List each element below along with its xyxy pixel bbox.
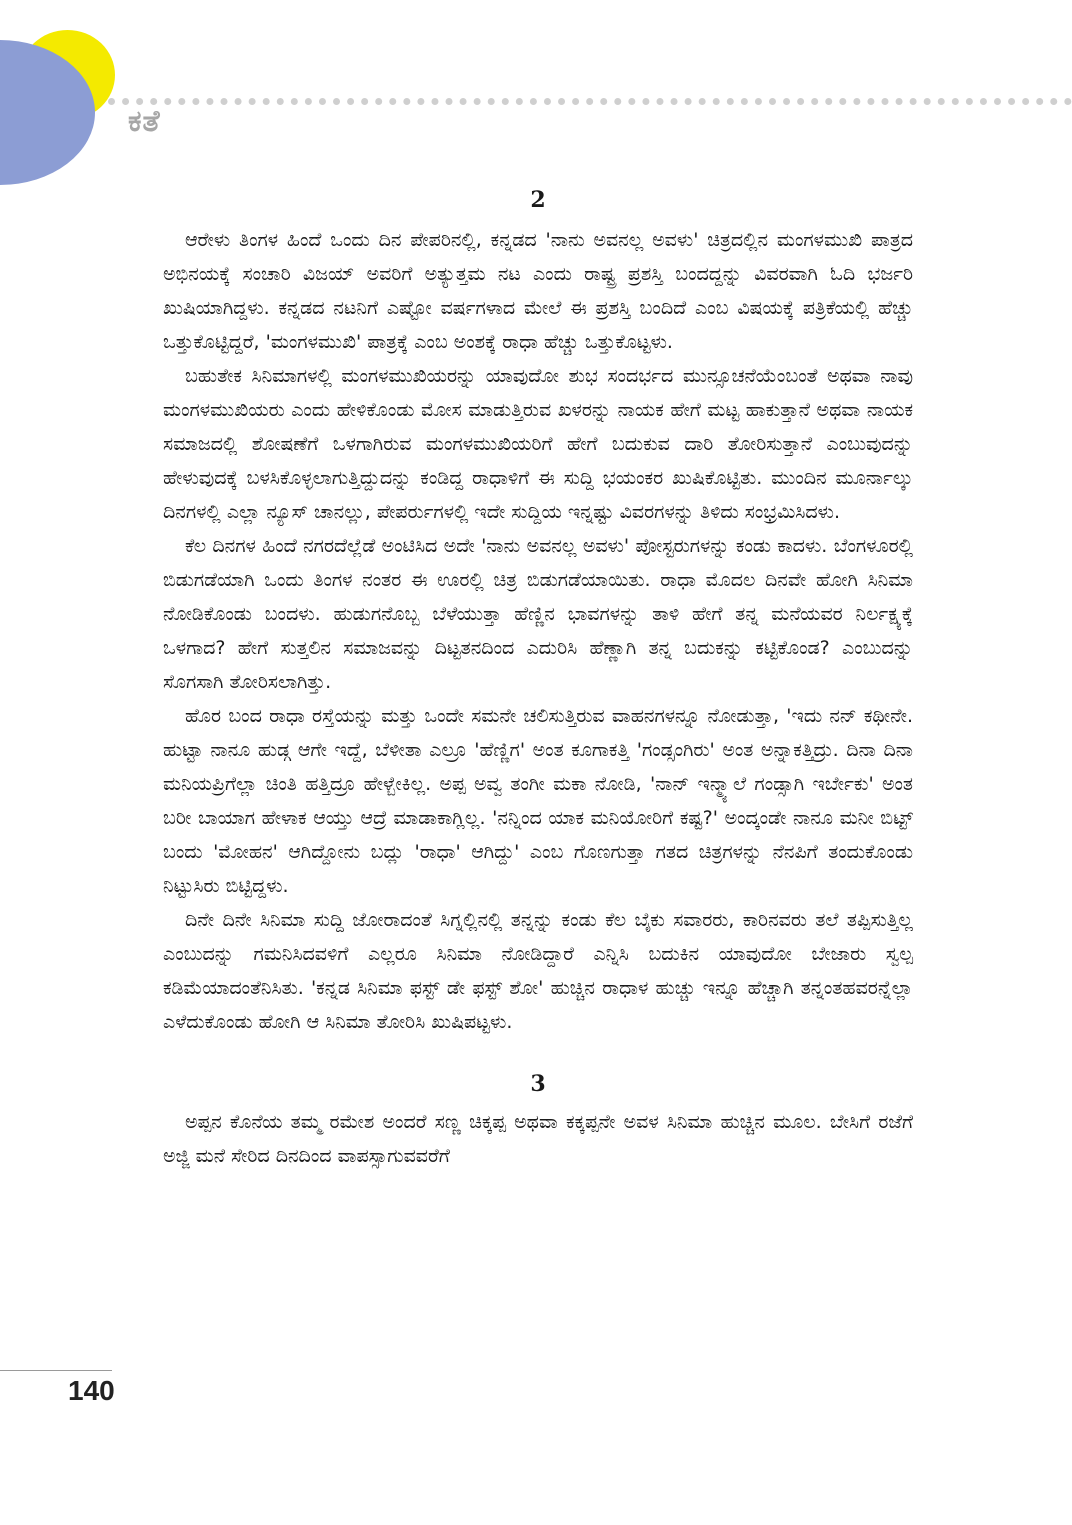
- paragraph: ದಿನೇ ದಿನೇ ಸಿನಿಮಾ ಸುದ್ದಿ ಜೋರಾದಂತೆ ಸಿಗ್ನಲ್ಲಿನಲ್ಲಿ ತನ್ನನ್ನು ಕಂಡು ಕೆಲ ಬೈಕು ಸವಾರರು, ಕಾರಿನವರು ತಲೆ ತಪ್ಪಿಸುತ್ತಿಲ್ಲ ಎಂಬುದನ್ನು ಗಮನಿಸಿದವಳಿಗೆ ಎಲ್ಲರೂ ಸಿನಿಮಾ ನೋಡಿದ್ದಾರೆ ಎನ್ನಿಸಿ ಬದುಕಿನ ಯಾವುದೋ ಬೇಜಾರು ಸ್ವಲ್ಪ ಕಡಿಮೆಯಾದಂತೆನಿಸಿತು. 'ಕನ್ನಡ ಸಿನಿಮಾ ಫಸ್ಟ್ ಡೇ ಫಸ್ಟ್ ಶೋ' ಹುಚ್ಚಿನ ರಾಧಾಳ ಹುಚ್ಚು ಇನ್ನೂ ಹೆಚ್ಚಾಗಿ ತನ್ನಂತಹವರನ್ನೆಲ್ಲಾ ಎಳೆದುಕೊಂಡು ಹೋಗಿ ಆ ಸಿನಿಮಾ ತೋರಿಸಿ ಖುಷಿಪಟ್ಟಳು.: [163, 909, 913, 1033]
- page-content: [163, 185, 913, 1173]
- paragraph: ಆರೇಳು ತಿಂಗಳ ಹಿಂದೆ ಒಂದು ದಿನ ಪೇಪರಿನಲ್ಲಿ, ಕನ್ನಡದ 'ನಾನು ಅವನಲ್ಲ ಅವಳು' ಚಿತ್ರದಲ್ಲಿನ ಮಂಗಳಮುಖಿ ಪಾತ್ರದ ಅಭಿನಯಕ್ಕೆ ಸಂಚಾರಿ ವಿಜಯ್ ಅವರಿಗೆ ಅತ್ಯುತ್ತಮ ನಟ ಎಂದು ರಾಷ್ಟ್ರ ಪ್ರಶಸ್ತಿ ಬಂದದ್ದನ್ನು ವಿವರವಾಗಿ ಓದಿ ಭರ್ಜರಿ ಖುಷಿಯಾಗಿದ್ದಳು. ಕನ್ನಡದ ನಟನಿಗೆ ಎಷ್ಟೋ ವರ್ಷಗಳಾದ ಮೇಲೆ ಈ ಪ್ರಶಸ್ತಿ ಬಂದಿದೆ ಎಂಬ ವಿಷಯಕ್ಕೆ ಪತ್ರಿಕೆಯಲ್ಲಿ ಹೆಚ್ಚು ಒತ್ತುಕೊಟ್ಟಿದ್ದರೆ, 'ಮಂಗಳಮುಖಿ' ಪಾತ್ರಕ್ಕೆ ಎಂಬ ಅಂಶಕ್ಕೆ ರಾಧಾ ಹೆಚ್ಚು ಒತ್ತುಕೊಟ್ಟಳು.: [163, 229, 913, 353]
- section-label: ಕತೆ: [128, 104, 161, 139]
- paragraph: ಬಹುತೇಕ ಸಿನಿಮಾಗಳಲ್ಲಿ ಮಂಗಳಮುಖಿಯರನ್ನು ಯಾವುದೋ ಶುಭ ಸಂದರ್ಭದ ಮುನ್ಸೂಚನೆಯೆಂಬಂತೆ ಅಥವಾ ನಾವು ಮಂಗಳಮುಖಿಯರು ಎಂದು ಹೇಳಿಕೊಂಡು ಮೋಸ ಮಾಡುತ್ತಿರುವ ಖಳರನ್ನು ನಾಯಕ ಹೇಗೆ ಮಟ್ಟ ಹಾಕುತ್ತಾನೆ ಅಥವಾ ನಾಯಕ ಸಮಾಜದಲ್ಲಿ ಶೋಷಣೆಗೆ ಒಳಗಾಗಿರುವ ಮಂಗಳಮುಖಿಯರಿಗೆ ಹೇಗೆ ಬದುಕುವ ದಾರಿ ತೋರಿಸುತ್ತಾನೆ ಎಂಬುವುದನ್ನು ಹೇಳುವುದಕ್ಕೆ ಬಳಸಿಕೊಳ್ಳಲಾಗುತ್ತಿದ್ದುದನ್ನು ಕಂಡಿದ್ದ ರಾಧಾಳಿಗೆ ಈ ಸುದ್ದಿ ಭಯಂಕರ ಖುಷಿಕೊಟ್ಟಿತು. ಮುಂದಿನ ಮೂರ್ನಾಲ್ಕು ದಿನಗಳಲ್ಲಿ ಎಲ್ಲಾ ನ್ಯೂಸ್ ಚಾನಲ್ಲು, ಪೇಪರ್ರುಗಳಲ್ಲಿ ಇದೇ ಸುದ್ದಿಯ ಇನ್ನಷ್ಟು ವಿವರಗಳನ್ನು ತಿಳಿದು ಸಂಭ್ರಮಿಸಿದಳು.: [163, 365, 913, 523]
- chapter-number: 3: [530, 1071, 546, 1097]
- page-number-rule: [0, 1370, 112, 1371]
- chapter-number: 2: [530, 187, 546, 213]
- header-dotted-rule: [108, 98, 1072, 105]
- paragraph: ಅಪ್ಪನ ಕೊನೆಯ ತಮ್ಮ ರಮೇಶ ಅಂದರೆ ಸಣ್ಣ ಚಿಕ್ಕಪ್ಪ ಅಥವಾ ಕಕ್ಕಪ್ಪನೇ ಅವಳ ಸಿನಿಮಾ ಹುಚ್ಚಿನ ಮೂಲ. ಬೇಸಿಗೆ ರಜೆಗೆ ಅಜ್ಜಿ ಮನೆ ಸೇರಿದ ದಿನದಿಂದ ವಾಪಸ್ಸಾಗುವವರೆಗೆ: [163, 1111, 913, 1167]
- paragraph: ಕೆಲ ದಿನಗಳ ಹಿಂದೆ ನಗರದೆಲ್ಲೆಡೆ ಅಂಟಿಸಿದ ಅದೇ 'ನಾನು ಅವನಲ್ಲ ಅವಳು' ಪೋಸ್ಟರುಗಳನ್ನು ಕಂಡು ಕಾದಳು. ಬೆಂಗಳೂರಲ್ಲಿ ಬಿಡುಗಡೆಯಾಗಿ ಒಂದು ತಿಂಗಳ ನಂತರ ಈ ಊರಲ್ಲಿ ಚಿತ್ರ ಬಿಡುಗಡೆಯಾಯಿತು. ರಾಧಾ ಮೊದಲ ದಿನವೇ ಹೋಗಿ ಸಿನಿಮಾ ನೋಡಿಕೊಂಡು ಬಂದಳು. ಹುಡುಗನೊಬ್ಬ ಬೆಳೆಯುತ್ತಾ ಹೆಣ್ಣಿನ ಭಾವಗಳನ್ನು ತಾಳಿ ಹೇಗೆ ತನ್ನ ಮನೆಯವರ ನಿರ್ಲಕ್ಷ್ಯಕ್ಕೆ ಒಳಗಾದ? ಹೇಗೆ ಸುತ್ತಲಿನ ಸಮಾಜವನ್ನು ದಿಟ್ಟತನದಿಂದ ಎದುರಿಸಿ ಹೆಣ್ಣಾಗಿ ತನ್ನ ಬದುಕನ್ನು ಕಟ್ಟಿಕೊಂಡ? ಎಂಬುದನ್ನು ಸೊಗಸಾಗಿ ತೋರಿಸಲಾಗಿತ್ತು.: [163, 535, 913, 693]
- paragraph: ಹೊರ ಬಂದ ರಾಧಾ ರಸ್ತೆಯನ್ನು ಮತ್ತು ಒಂದೇ ಸಮನೇ ಚಲಿಸುತ್ತಿರುವ ವಾಹನಗಳನ್ನೂ ನೋಡುತ್ತಾ, 'ಇದು ನನ್ ಕಥೀನೇ. ಹುಟ್ಟಾ ನಾನೂ ಹುಡ್ಗ ಆಗೇ ಇದ್ದೆ, ಬೆಳೀತಾ ಎಲ್ರೂ 'ಹೆಣ್ಣಿಗ' ಅಂತ ಕೂಗಾಕತ್ತಿ 'ಗಂಡ್ಸಂಗಿರು' ಅಂತ ಅನ್ನಾಕತ್ತಿದ್ರು. ದಿನಾ ದಿನಾ ಮನಿಯಪ್ರಿಗೆಲ್ಲಾ ಚಿಂತಿ ಹತ್ತಿದ್ರೂ ಹೇಳ್ಬೇಕಿಲ್ಲ. ಅಪ್ಪ ಅವ್ವ ತಂಗೀ ಮಕಾ ನೋಡಿ, 'ನಾನ್ ಇನ್ಮ್ಯಾಲೆ ಗಂಡ್ಸಾಗಿ ಇರ್ಬೇಕು' ಅಂತ ಬರೀ ಬಾಯಾಗ ಹೇಳಾಕ ಆಯ್ತು ಆದ್ರೆ ಮಾಡಾಕಾಗ್ಲಿಲ್ಲ. 'ನನ್ನಿಂದ ಯಾಕ ಮನಿಯೋರಿಗೆ ಕಷ್ಟ?' ಅಂದ್ಕಂಡೇ ನಾನೂ ಮನೀ ಬಿಟ್ಟ್ ಬಂದು 'ಮೋಹನ' ಆಗಿದ್ದೋನು ಬದ್ಲು 'ರಾಧಾ' ಆಗಿದ್ದು' ಎಂಬ ಗೊಣಗುತ್ತಾ ಗತದ ಚಿತ್ರಗಳನ್ನು ನೆನಪಿಗೆ ತಂದುಕೊಂಡು ನಿಟ್ಟುಸಿರು ಬಿಟ್ಟಿದ್ದಳು.: [163, 705, 913, 897]
- page-number: 140: [68, 1375, 115, 1406]
